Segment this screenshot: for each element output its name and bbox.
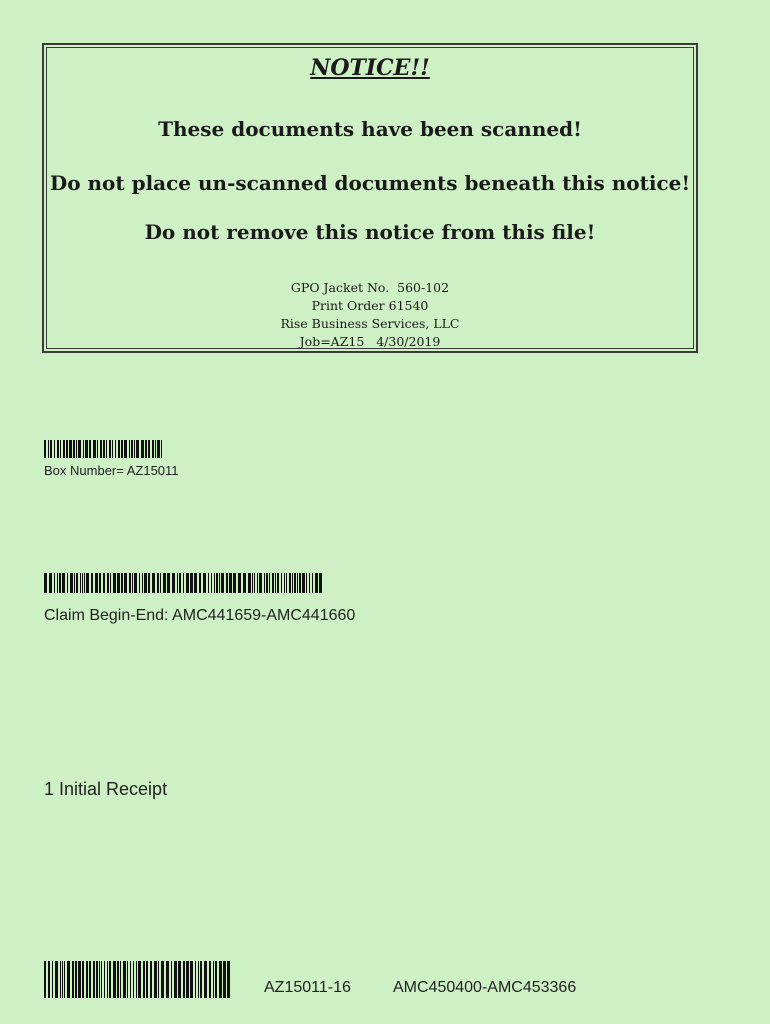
footer-claim-range: AMC450400-AMC453366 [393, 979, 577, 996]
receipt-label: 1 Initial Receipt [44, 779, 168, 799]
notice-box [42, 43, 698, 353]
gpo-jacket-number: GPO Jacket No. 560-102 [290, 280, 450, 295]
vendor-name: Rise Business Services, LLC [280, 316, 460, 331]
notice-do-not-place-line: Do not place un-scanned documents beneath this notice! [49, 171, 691, 195]
claim-range-label: Claim Begin-End: AMC441659-AMC441660 [44, 607, 356, 624]
box-barcode-icon [44, 440, 164, 458]
notice-scanned-line: These documents have been scanned! [158, 117, 582, 141]
notice-job-info [44, 279, 696, 351]
box-number-label: Box Number= AZ15011 [44, 463, 179, 478]
notice-title: NOTICE!! [310, 55, 430, 81]
job-date: Job=AZ15 4/30/2019 [299, 334, 441, 349]
footer-box-code: AZ15011-16 [264, 979, 351, 996]
notice-do-not-remove-line: Do not remove this notice from this file! [144, 220, 596, 244]
print-order: Print Order 61540 [311, 298, 429, 313]
claim-barcode-icon [44, 573, 324, 593]
footer-barcode-icon [44, 961, 232, 998]
